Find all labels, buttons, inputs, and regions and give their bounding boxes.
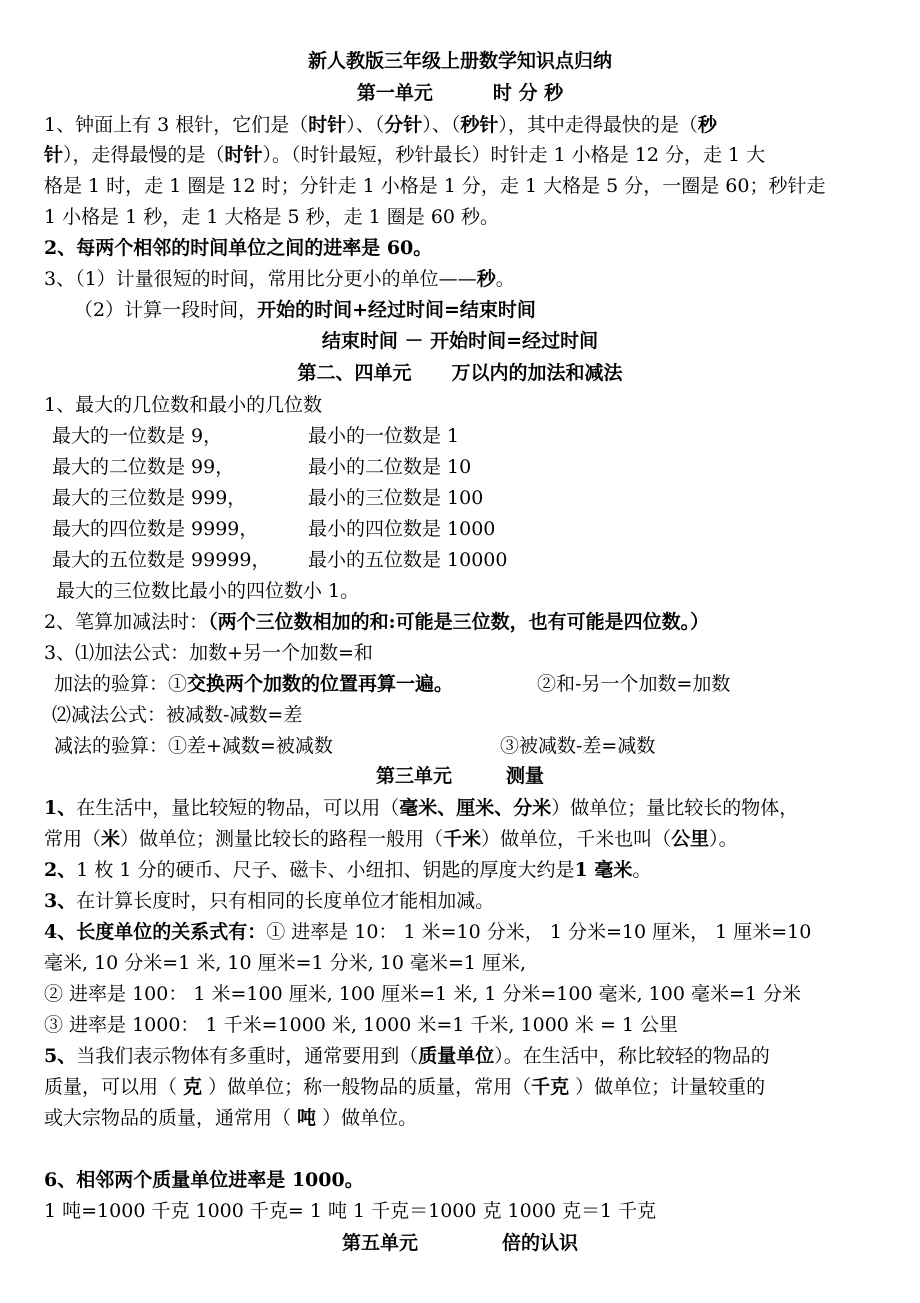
- text: 3、（1）计量很短的时间，常用比分更小的单位——: [44, 268, 477, 290]
- paragraph-line: ③ 进率是 1000： 1 千米=1000 米, 1000 米=1 千米, 1000 米 = 1 公里: [44, 1014, 679, 1036]
- text-bold: 4、长度单位的关系式有：: [44, 921, 267, 943]
- text: ）做单位；量比较长的物体，: [551, 797, 799, 819]
- text-bold: 米: [101, 828, 121, 850]
- text-bold: 3、: [44, 890, 77, 912]
- text-bold: 质量单位: [418, 1045, 495, 1067]
- paragraph-line: [44, 270, 515, 289]
- text: 或大宗物品的质量，通常用（: [44, 1107, 298, 1129]
- text: 质量，可以用（: [44, 1076, 184, 1098]
- text-bold: 2、: [44, 859, 77, 881]
- unit-topic: 测量: [506, 765, 545, 787]
- paragraph-line: ⑵减法公式：被减数-减数=差: [52, 704, 303, 726]
- text-bold: 5、: [44, 1045, 77, 1067]
- paragraph-line: [44, 923, 811, 942]
- paragraph-line: [44, 1078, 765, 1097]
- text-bold: 秒针: [460, 114, 499, 136]
- text-bold: 针: [44, 144, 64, 166]
- digits-row: [52, 427, 459, 446]
- text: 在生活中，量比较短的物品，可以用（: [76, 797, 400, 819]
- unit-topic: 时 分 秒: [492, 82, 564, 104]
- digits-row: [52, 520, 495, 539]
- paragraph-line: 2、每两个相邻的时间单位之间的进率是 60。: [44, 237, 433, 259]
- text: ）做单位。: [316, 1107, 418, 1129]
- unit-5-heading: [0, 1234, 920, 1253]
- min-digit: 最小的四位数是 1000: [308, 518, 496, 540]
- text-bold: 分针: [384, 114, 423, 136]
- text: 。: [632, 859, 652, 881]
- text-bold: 公里: [671, 828, 710, 850]
- min-digit: 最小的五位数是 10000: [308, 549, 508, 571]
- paragraph-line: 6、相邻两个质量单位进率是 1000。: [44, 1169, 364, 1191]
- text: 2、笔算加减法时：: [44, 611, 209, 633]
- text: ）做单位；测量比较长的路程一般用（: [120, 828, 444, 850]
- digits-row: [52, 489, 483, 508]
- text-bold: 秒: [697, 114, 717, 136]
- unit-3-heading: [0, 767, 920, 786]
- max-digit: 最大的二位数是 99，: [52, 456, 235, 478]
- unit-topic: 万以内的加法和减法: [451, 362, 623, 384]
- doc-title: 新人教版三年级上册数学知识点归纳: [307, 50, 612, 72]
- paragraph-line: 毫米, 10 分米=1 米, 10 厘米=1 分米, 10 毫米=1 厘米,: [44, 952, 527, 974]
- text: ）。: [709, 828, 738, 850]
- text-bold: 千克: [531, 1076, 570, 1098]
- max-digit: 最大的一位数是 9，: [52, 425, 223, 447]
- text-bold: 秒: [476, 268, 496, 290]
- paragraph-line: 1 吨=1000 千克 1000 千克= 1 吨 1 千克＝1000 克 1000 克＝1 千克: [44, 1200, 657, 1222]
- text: ②和-另一个加数=加数: [537, 673, 731, 695]
- text: （2）计算一段时间，: [74, 299, 258, 321]
- paragraph-line: 格是 1 时，走 1 圈是 12 时；分针走 1 小格是 1 分，走 1 大格是 5 分，一圈是 60；秒针走: [44, 175, 826, 197]
- text-bold: 毫米、厘米、分米: [399, 797, 552, 819]
- text: 减法的验算：①差+减数=被减数: [54, 735, 333, 757]
- paragraph-line: [44, 861, 651, 880]
- paragraph-line: 1、最大的几位数和最小的几位数: [44, 394, 323, 416]
- min-digit: 最小的一位数是 1: [308, 425, 460, 447]
- max-digit: 最大的三位数是 999，: [52, 487, 247, 509]
- paragraph-line: [44, 892, 494, 911]
- unit-heading: 第一单元: [356, 82, 433, 104]
- text-bold: 1 毫米: [574, 859, 633, 881]
- paragraph-line: 3、⑴加法公式：加数+另一个加数=和: [44, 642, 373, 664]
- text-bold: 交换两个加数的位置再算一遍。: [187, 673, 454, 695]
- text: ）。（时针最短，秒针最长）时针走 1 小格是 12 分，走 1 大: [262, 144, 766, 166]
- text: ① 进率是 10： 1 米=10 分米， 1 分米=10 厘米， 1 厘米=10: [266, 921, 812, 943]
- text-bold: 克: [183, 1076, 203, 1098]
- unit-2-heading: [0, 364, 920, 383]
- text: ）。在生活中，称比较轻的物品的: [494, 1045, 770, 1067]
- text: ）做单位；称一般物品的质量，常用（: [202, 1076, 532, 1098]
- paragraph-line: ② 进率是 100： 1 米=100 厘米, 100 厘米=1 米, 1 分米=100 毫米, 100 毫米=1 分米: [44, 983, 802, 1005]
- paragraph-line: [44, 799, 798, 818]
- text-bold: 时针: [308, 114, 347, 136]
- paragraph-line: [54, 675, 730, 694]
- text: 在计算长度时，只有相同的长度单位才能相加减。: [76, 890, 495, 912]
- text: 1、钟面上有 3 根针，它们是（: [44, 114, 309, 136]
- formula-line: 结束时间 － 开始时间=经过时间: [321, 330, 599, 352]
- text: 当我们表示物体有多重时，通常要用到（: [76, 1045, 419, 1067]
- text-bold: 开始的时间+经过时间=结束时间: [257, 299, 536, 321]
- text: ）、（: [346, 114, 385, 136]
- text: ），其中走得最快的是（: [498, 114, 698, 136]
- text: 常用（: [44, 828, 102, 850]
- unit-heading: 第五单元: [341, 1232, 418, 1254]
- max-digit: 最大的五位数是 99999，: [52, 549, 271, 571]
- paragraph-line: 最大的三位数比最小的四位数小 1。: [56, 580, 360, 602]
- paragraph-line: [44, 1109, 417, 1128]
- unit-topic: 倍的认识: [502, 1232, 579, 1254]
- text: ）、（: [422, 114, 461, 136]
- max-digit: 最大的四位数是 9999，: [52, 518, 259, 540]
- digits-row: [52, 458, 471, 477]
- paragraph-line: 1 小格是 1 秒，走 1 大格是 5 秒，走 1 圈是 60 秒。: [44, 206, 500, 228]
- paragraph-line: [54, 737, 655, 756]
- paragraph-line: [44, 1047, 770, 1066]
- paragraph-line: [44, 146, 765, 165]
- text-bold: 千米: [443, 828, 482, 850]
- text: ）做单位，千米也叫（: [481, 828, 672, 850]
- text: 加法的验算：①: [54, 673, 188, 695]
- text: ），走得最慢的是（: [63, 144, 225, 166]
- text: 1 枚 1 分的硬币、尺子、磁卡、小纽扣、钥匙的厚度大约是: [76, 859, 575, 881]
- text-bold: （两个三位数相加的和:可能是三位数，也有可能是四位数。）: [208, 611, 710, 633]
- unit-heading: 第二、四单元: [297, 362, 412, 384]
- min-digit: 最小的二位数是 10: [308, 456, 472, 478]
- text: ③被减数-差=减数: [500, 735, 656, 757]
- min-digit: 最小的三位数是 100: [308, 487, 484, 509]
- text: 。: [495, 268, 515, 290]
- digits-row: [52, 551, 507, 570]
- paragraph-line: [44, 830, 738, 849]
- paragraph-line: [74, 301, 536, 320]
- unit-heading: 第三单元: [375, 765, 452, 787]
- paragraph-line: [44, 116, 717, 135]
- paragraph-line: [44, 613, 709, 632]
- text-bold: 时针: [224, 144, 263, 166]
- text-bold: 吨: [297, 1107, 317, 1129]
- text: ）做单位；计量较重的: [569, 1076, 766, 1098]
- text-bold: 1、: [44, 797, 77, 819]
- unit-1-heading: [0, 84, 920, 103]
